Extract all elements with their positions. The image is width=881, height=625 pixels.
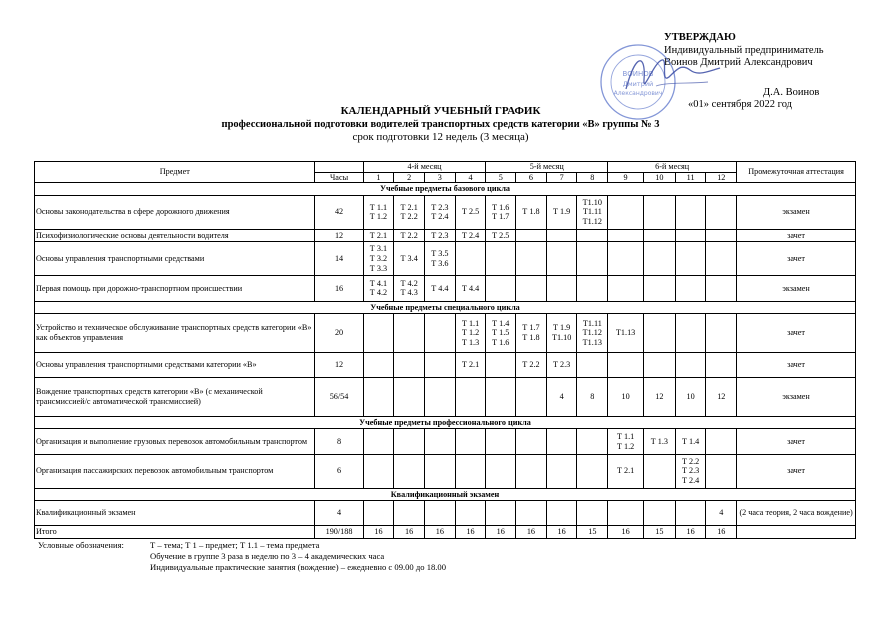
header-week-2: 2 <box>394 172 425 183</box>
week-cell: 4 <box>546 378 577 417</box>
week-cell <box>546 229 577 242</box>
header-week-3: 3 <box>425 172 456 183</box>
week-cell <box>675 195 706 229</box>
week-cell <box>706 429 737 454</box>
week-cell <box>675 352 706 377</box>
week-cell: Т 2.3 Т 2.4 <box>425 195 456 229</box>
section-title: Учебные предметы специального цикла <box>35 301 856 314</box>
week-cell <box>363 429 394 454</box>
week-cell: Т 3.1 Т 3.2 Т 3.3 <box>363 242 394 276</box>
week-cell: Т 2.5 <box>455 195 486 229</box>
week-cell <box>394 314 425 353</box>
week-cell <box>363 378 394 417</box>
week-cell <box>394 429 425 454</box>
table-row <box>35 242 856 276</box>
week-cell: Т 2.1 Т 2.2 <box>394 195 425 229</box>
svg-text:ВОИНОВ: ВОИНОВ <box>622 70 654 78</box>
week-cell <box>394 378 425 417</box>
section-row <box>35 301 856 314</box>
week-cell <box>425 378 456 417</box>
week-cell: Т 4.2 Т 4.3 <box>394 276 425 301</box>
week-cell <box>455 501 486 526</box>
week-cell: Т 1.4 Т 1.5 Т 1.6 <box>486 314 516 353</box>
week-cell: Т 1.8 <box>516 195 547 229</box>
week-cell: 16 <box>363 526 394 539</box>
week-cell <box>425 454 456 488</box>
hours-cell: 42 <box>315 195 363 229</box>
week-cell <box>577 229 608 242</box>
week-cell <box>425 314 456 353</box>
week-cell: 16 <box>675 526 706 539</box>
week-cell <box>675 229 706 242</box>
week-cell <box>577 501 608 526</box>
week-cell <box>455 429 486 454</box>
header-attestation: Промежуточная аттестация <box>737 162 856 183</box>
subject-cell: Организация пассажирских перевозок автомобильным транспортом <box>35 454 315 488</box>
table-row <box>35 195 856 229</box>
header-subject: Предмет <box>35 162 315 183</box>
week-cell <box>486 276 516 301</box>
table-row <box>35 276 856 301</box>
title-block <box>0 105 881 144</box>
week-cell: Т 1.9 <box>546 195 577 229</box>
table-row <box>35 429 856 454</box>
header-week-9: 9 <box>608 172 644 183</box>
week-cell <box>577 352 608 377</box>
week-cell: Т 1.3 <box>644 429 676 454</box>
hours-cell: 4 <box>315 501 363 526</box>
hours-cell: 56/54 <box>315 378 363 417</box>
document-subtitle: профессиональной подготовки водителей транспортных средств категории «В» группы № 3 <box>221 119 660 130</box>
week-cell <box>486 501 516 526</box>
week-cell: Т 2.2 <box>394 229 425 242</box>
hours-cell: 190/188 <box>315 526 363 539</box>
week-cell <box>516 242 547 276</box>
week-cell <box>675 242 706 276</box>
week-cell <box>706 242 737 276</box>
week-cell: Т 1.1 Т 1.2 Т 1.3 <box>455 314 486 353</box>
week-cell: 16 <box>394 526 425 539</box>
table-row <box>35 501 856 526</box>
legend-label: Условные обозначения: <box>38 540 124 550</box>
subject-cell: Основы законодательства в сфере дорожного движения <box>35 195 315 229</box>
week-cell <box>425 429 456 454</box>
week-cell: Т1.11 Т1.12 Т1.13 <box>577 314 608 353</box>
week-cell <box>675 276 706 301</box>
section-row <box>35 183 856 196</box>
week-cell: 8 <box>577 378 608 417</box>
week-cell: Т 2.2 Т 2.3 Т 2.4 <box>675 454 706 488</box>
week-cell <box>644 242 676 276</box>
week-cell <box>546 276 577 301</box>
header-week-4: 4 <box>455 172 486 183</box>
approval-name: Воинов Дмитрий Александрович <box>664 57 813 68</box>
week-cell: Т 2.4 <box>455 229 486 242</box>
week-cell <box>546 454 577 488</box>
week-cell <box>608 229 644 242</box>
attestation-cell: зачет <box>737 314 856 353</box>
approval-heading: УТВЕРЖДАЮ <box>664 32 736 43</box>
header-week-7: 7 <box>546 172 577 183</box>
week-cell <box>455 378 486 417</box>
legend-line-3: Индивидуальные практические занятия (вождение) – ежедневно с 09.00 до 18.00 <box>150 562 447 572</box>
document-title: КАЛЕНДАРНЫЙ УЧЕБНЫЙ ГРАФИК <box>340 105 541 117</box>
week-cell: Т 2.1 <box>363 229 394 242</box>
header-week-6: 6 <box>516 172 547 183</box>
week-cell <box>706 352 737 377</box>
week-cell <box>455 242 486 276</box>
week-cell: 15 <box>577 526 608 539</box>
attestation-cell: зачет <box>737 352 856 377</box>
week-cell <box>706 454 737 488</box>
attestation-cell: зачет <box>737 429 856 454</box>
week-cell: Т 1.1 Т 1.2 <box>608 429 644 454</box>
week-cell: Т1.13 <box>608 314 644 353</box>
week-cell <box>394 501 425 526</box>
week-cell: Т 1.6 Т 1.7 <box>486 195 516 229</box>
subject-cell: Квалификационный экзамен <box>35 501 315 526</box>
week-cell <box>644 229 676 242</box>
week-cell <box>516 229 547 242</box>
header-hours: Часы <box>315 172 363 183</box>
hours-cell: 20 <box>315 314 363 353</box>
training-duration: срок подготовки 12 недель (3 месяца) <box>352 131 529 143</box>
week-cell: Т 3.5 Т 3.6 <box>425 242 456 276</box>
week-cell <box>675 314 706 353</box>
hours-cell: 14 <box>315 242 363 276</box>
week-cell <box>486 352 516 377</box>
header-week-1: 1 <box>363 172 394 183</box>
week-cell <box>455 454 486 488</box>
header-month-5: 5-й месяц <box>486 162 608 173</box>
week-cell <box>608 276 644 301</box>
week-cell: 16 <box>486 526 516 539</box>
legend <box>38 540 446 573</box>
week-cell: 16 <box>516 526 547 539</box>
week-cell: 4 <box>706 501 737 526</box>
week-cell <box>363 352 394 377</box>
week-cell <box>706 314 737 353</box>
attestation-cell: экзамен <box>737 276 856 301</box>
week-cell: 12 <box>706 378 737 417</box>
week-cell <box>675 501 706 526</box>
header-month-6: 6-й месяц <box>608 162 737 173</box>
svg-text:Дмитрий: Дмитрий <box>622 80 654 88</box>
subject-cell: Основы управления транспортными средствами категории «В» <box>35 352 315 377</box>
week-cell: Т 2.5 <box>486 229 516 242</box>
week-cell: Т 3.4 <box>394 242 425 276</box>
table-row <box>35 378 856 417</box>
week-cell <box>644 352 676 377</box>
attestation-cell: экзамен <box>737 195 856 229</box>
hours-cell: 16 <box>315 276 363 301</box>
week-cell: 16 <box>706 526 737 539</box>
week-cell: Т 1.7 Т 1.8 <box>516 314 547 353</box>
attestation-cell: экзамен <box>737 378 856 417</box>
week-cell <box>706 195 737 229</box>
week-cell <box>394 352 425 377</box>
week-cell <box>644 195 676 229</box>
week-cell <box>644 501 676 526</box>
week-cell <box>577 454 608 488</box>
week-cell <box>608 195 644 229</box>
week-cell <box>516 501 547 526</box>
week-cell <box>363 501 394 526</box>
week-cell <box>608 352 644 377</box>
week-cell <box>363 454 394 488</box>
week-cell <box>425 501 456 526</box>
attestation-cell: зачет <box>737 242 856 276</box>
section-title: Квалификационный экзамен <box>35 488 856 501</box>
week-cell: Т 1.4 <box>675 429 706 454</box>
week-cell: Т 4.4 <box>425 276 456 301</box>
week-cell: 16 <box>455 526 486 539</box>
week-cell <box>394 454 425 488</box>
subject-cell: Вождение транспортных средств категории «В» (с механической трансмиссией/с автоматической трансмиссией) <box>35 378 315 417</box>
week-cell <box>644 314 676 353</box>
attestation-cell: (2 часа теория, 2 часа вождение) <box>737 501 856 526</box>
subject-cell: Психофизиологические основы деятельности водителя <box>35 229 315 242</box>
header-week-10: 10 <box>644 172 676 183</box>
header-month-4: 4-й месяц <box>363 162 486 173</box>
schedule-table <box>34 161 856 539</box>
week-cell <box>516 429 547 454</box>
week-cell <box>363 314 394 353</box>
week-cell <box>644 454 676 488</box>
week-cell: 16 <box>425 526 456 539</box>
week-cell <box>516 276 547 301</box>
header-week-12: 12 <box>706 172 737 183</box>
approval-date: «01» сентября 2022 год <box>688 99 792 110</box>
week-cell: 16 <box>546 526 577 539</box>
svg-text:Александрович: Александрович <box>613 90 663 97</box>
legend-line-1: Т – тема; Т 1 – предмет; Т 1.1 – тема предмета <box>150 540 320 550</box>
week-cell: Т 4.1 Т 4.2 <box>363 276 394 301</box>
hours-cell: 8 <box>315 429 363 454</box>
week-cell: 16 <box>608 526 644 539</box>
approval-position: Индивидуальный предприниматель <box>664 44 824 56</box>
week-cell: Т 4.4 <box>455 276 486 301</box>
header-week-5: 5 <box>486 172 516 183</box>
week-cell <box>546 501 577 526</box>
week-cell <box>608 242 644 276</box>
week-cell <box>577 276 608 301</box>
week-cell <box>608 501 644 526</box>
week-cell: 12 <box>644 378 676 417</box>
week-cell <box>644 276 676 301</box>
week-cell: 10 <box>608 378 644 417</box>
hours-cell: 12 <box>315 229 363 242</box>
subject-cell: Основы управления транспортными средствами <box>35 242 315 276</box>
week-cell: 15 <box>644 526 676 539</box>
week-cell: Т 2.1 <box>608 454 644 488</box>
attestation-cell <box>737 526 856 539</box>
week-cell <box>486 429 516 454</box>
subject-cell: Устройство и техническое обслуживание транспортных средств категории «В» как объектов управления <box>35 314 315 353</box>
table-row <box>35 314 856 353</box>
subject-cell: Первая помощь при дорожно-транспортном происшествии <box>35 276 315 301</box>
subject-cell: Организация и выполнение грузовых перевозок автомобильным транспортом <box>35 429 315 454</box>
section-row <box>35 416 856 429</box>
week-cell <box>486 454 516 488</box>
week-cell <box>706 276 737 301</box>
approval-signature-name: Д.А. Воинов <box>763 86 820 98</box>
section-title: Учебные предметы базового цикла <box>35 183 856 196</box>
attestation-cell: зачет <box>737 229 856 242</box>
table-row <box>35 454 856 488</box>
attestation-cell: зачет <box>737 454 856 488</box>
subject-cell: Итого <box>35 526 315 539</box>
week-cell: Т 2.1 <box>455 352 486 377</box>
table-row <box>35 352 856 377</box>
week-cell <box>486 242 516 276</box>
week-cell <box>577 429 608 454</box>
week-cell <box>425 352 456 377</box>
table-row <box>35 229 856 242</box>
week-cell <box>577 242 608 276</box>
week-cell <box>516 454 547 488</box>
week-cell: Т1.10 Т1.11 Т1.12 <box>577 195 608 229</box>
week-cell: Т 2.3 <box>425 229 456 242</box>
week-cell <box>546 242 577 276</box>
hours-cell: 6 <box>315 454 363 488</box>
hours-cell: 12 <box>315 352 363 377</box>
week-cell: Т 2.3 <box>546 352 577 377</box>
week-cell: 10 <box>675 378 706 417</box>
legend-line-2: Обучение в группе 3 раза в неделю по 3 – 4 академических часа <box>150 551 385 561</box>
week-cell <box>546 429 577 454</box>
week-cell: Т 2.2 <box>516 352 547 377</box>
week-cell <box>516 378 547 417</box>
week-cell <box>486 378 516 417</box>
week-cell <box>706 229 737 242</box>
week-cell: Т 1.9 Т1.10 <box>546 314 577 353</box>
header-blank <box>315 162 363 173</box>
week-cell: Т 1.1 Т 1.2 <box>363 195 394 229</box>
section-row <box>35 488 856 501</box>
header-week-8: 8 <box>577 172 608 183</box>
section-title: Учебные предметы профессионального цикла <box>35 416 856 429</box>
header-week-11: 11 <box>675 172 706 183</box>
table-row <box>35 526 856 539</box>
